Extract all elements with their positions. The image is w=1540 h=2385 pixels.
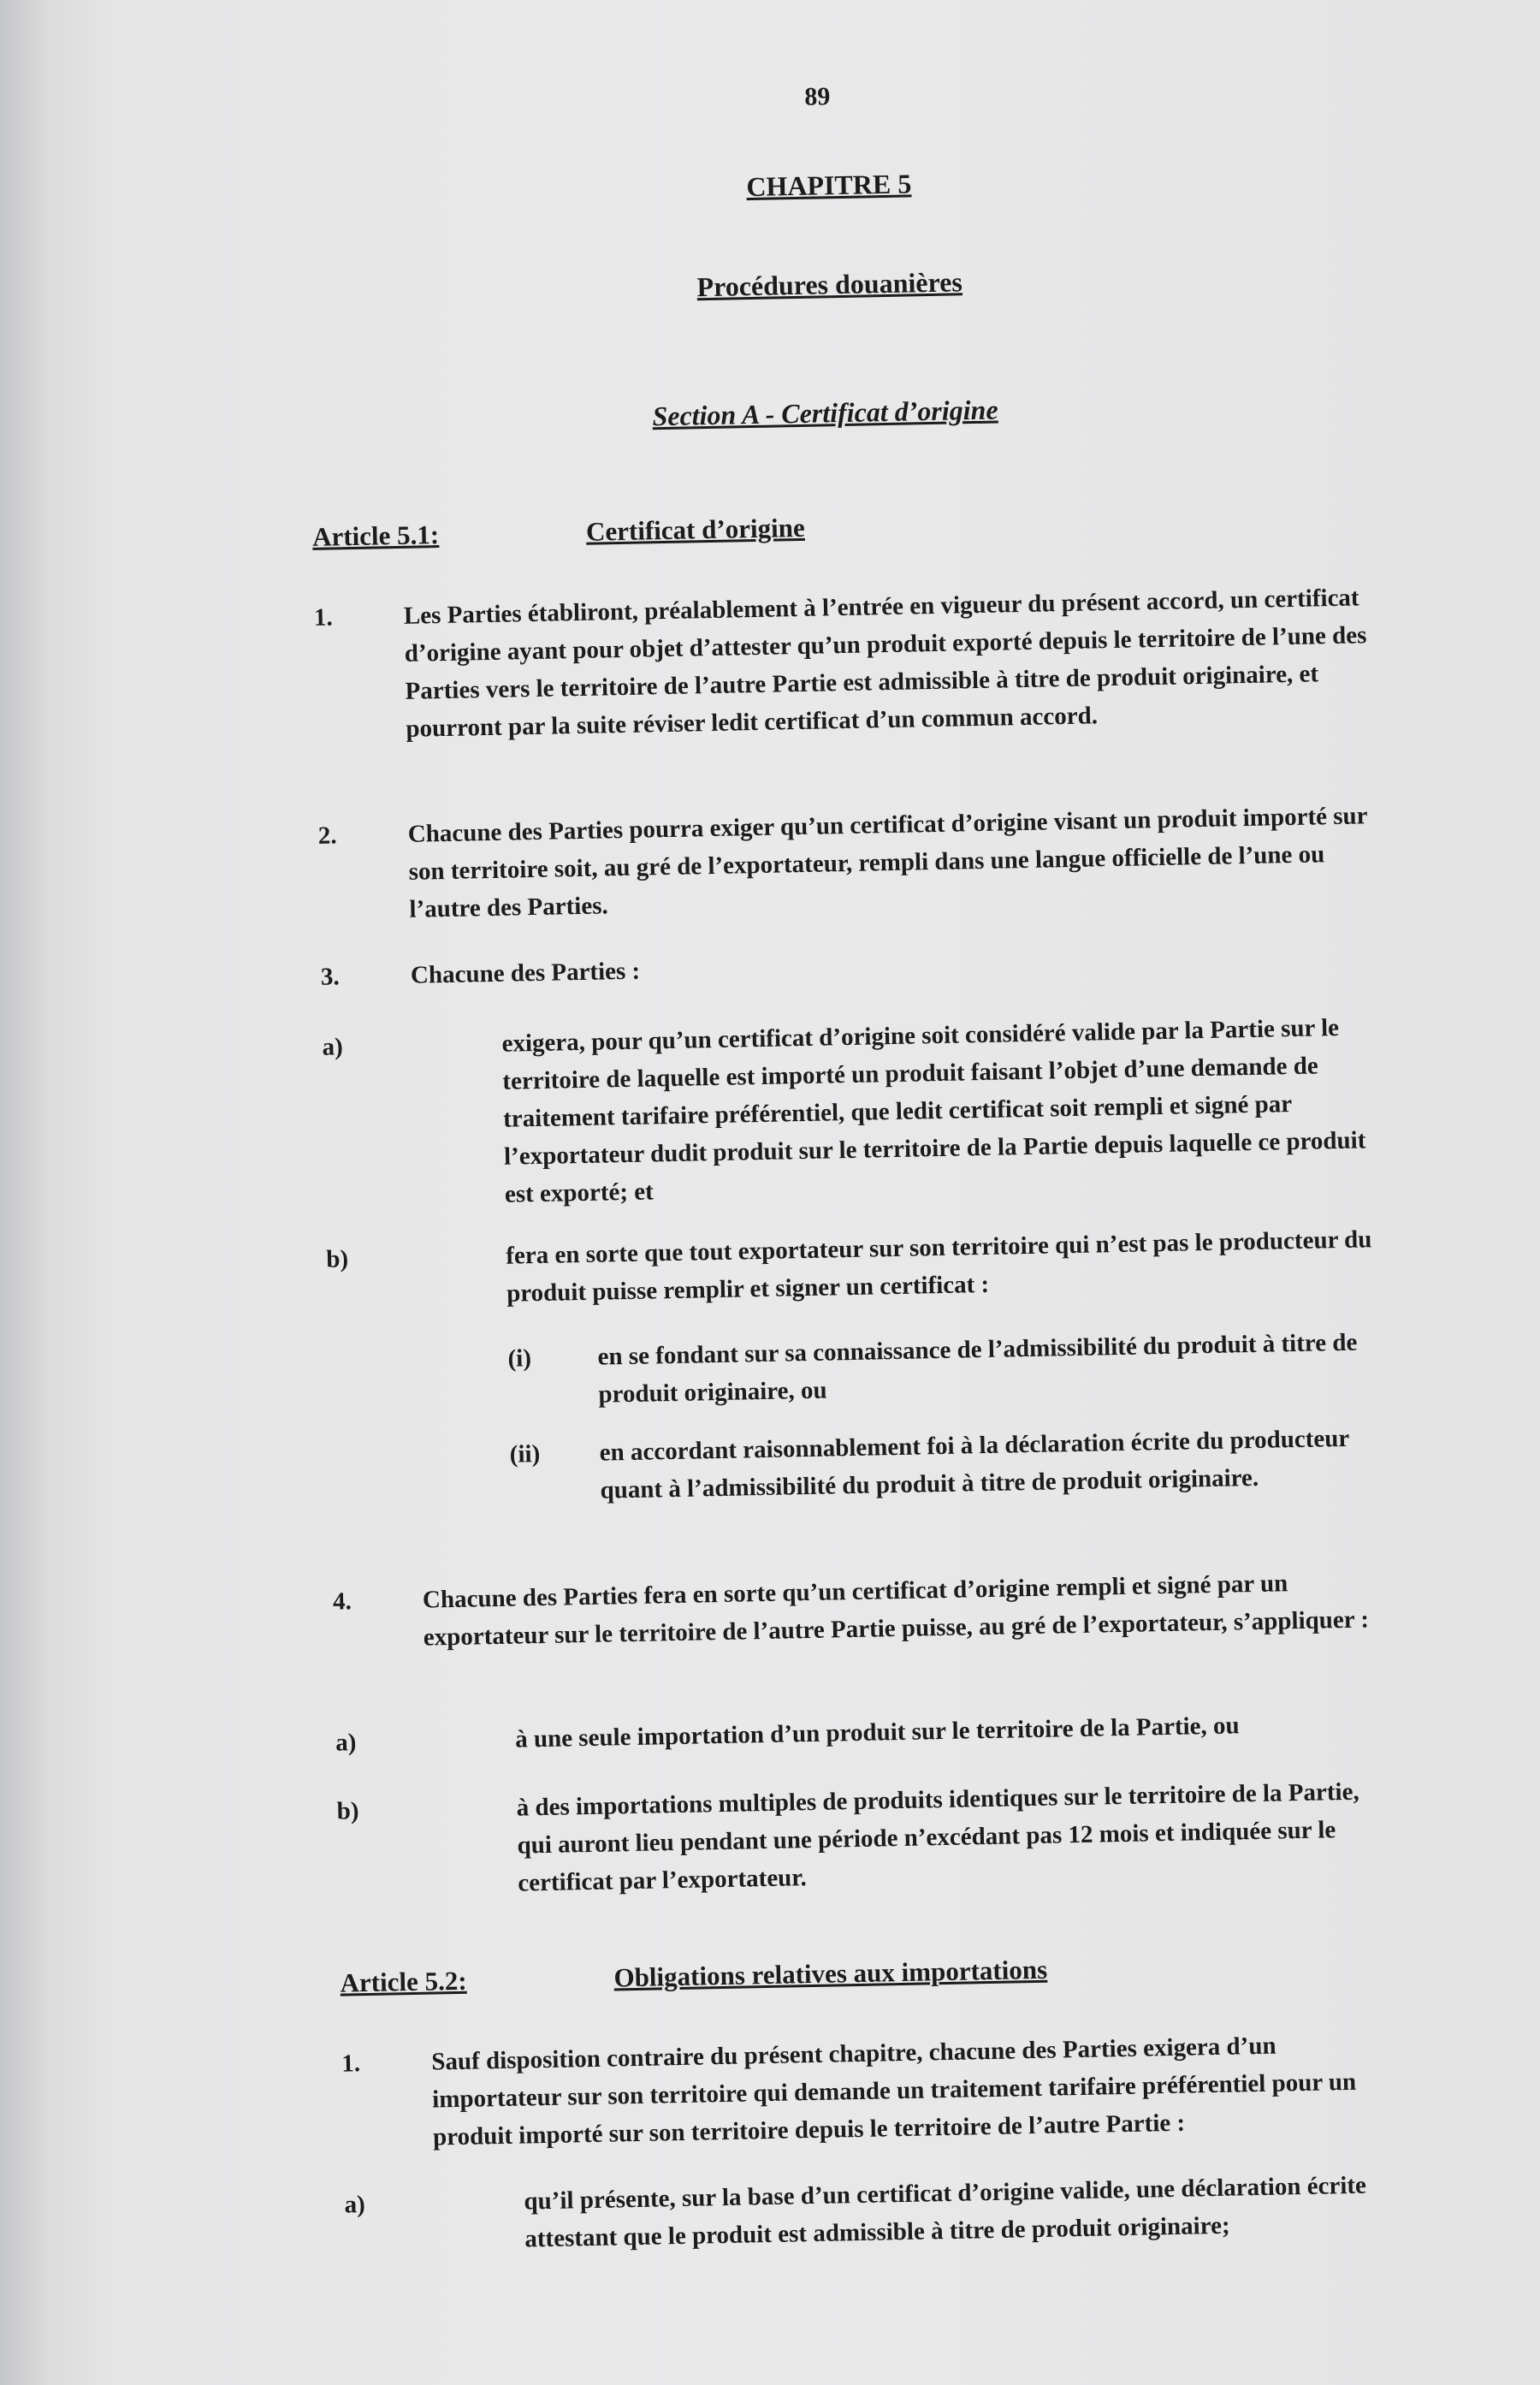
page-number: 89 [804, 82, 831, 111]
list-item [344, 2166, 1413, 2253]
paragraph [317, 797, 1387, 923]
paragraph-text: Sauf disposition contraire du présent chapitre, chacune des Parties exigera d’un importateur sur son territoire qui demande un traitement tarifaire préférentiel pour un produit importé sur son territoire depuis le territoire de l’autre Partie : [431, 2032, 1357, 2151]
paragraph-number: 1. [313, 603, 333, 632]
article-number-colon: : [457, 1965, 467, 1996]
article-number: Article 5.1: [311, 519, 440, 552]
list-item-letter: b) [326, 1245, 349, 1273]
list-item [326, 1220, 1395, 1308]
paragraph-text: Chacune des Parties : [410, 957, 641, 989]
list-item-letter: a) [335, 1729, 357, 1757]
list-item-letter: a) [322, 1033, 344, 1061]
list-item [322, 1008, 1391, 1208]
list-item [335, 1704, 1405, 1757]
paragraph-text: Chacune des Parties pourra exiger qu’un certificat d’origine visant un produit importé sur son territoire soit, au gré de l’exportateur, rempli dans une langue officielle de l’une ou l’autre des Parties. [407, 802, 1368, 923]
sub-list-item-text: en accordant raisonnablement foi à la déclaration écrite du producteur quant à l’admissibilité du produit à titre de produit originaire. [599, 1424, 1349, 1504]
paragraph [313, 578, 1383, 743]
paragraph-number: 4. [332, 1587, 352, 1616]
article-number-colon: : [429, 519, 440, 550]
paragraph-number: 3. [320, 963, 341, 991]
list-item-letter: a) [344, 2191, 366, 2219]
paragraph [320, 938, 1390, 991]
page-content [304, 65, 1373, 2253]
paragraph [341, 2025, 1411, 2151]
list-item-text: fera en sorte que tout exportateur sur son territoire qui n’est pas le producteur du produit puisse remplir et signer un certificat : [505, 1225, 1372, 1308]
paragraph-number: 1. [341, 2050, 361, 2078]
section-title: Section A - Certificat d’origine [652, 394, 998, 432]
paragraph-number: 2. [317, 822, 337, 850]
list-item-text: à une seule importation d’un produit sur le territoire de la Partie, ou [514, 1712, 1240, 1753]
chapter-subtitle: Procédures douanières [696, 266, 963, 303]
sub-list-item-text: en se fondant sur sa connaissance de l’admissibilité du produit à titre de produit originaire, ou [597, 1328, 1358, 1409]
paragraph-text: Les Parties établiront, préalablement à l’entrée en vigueur du présent accord, un certificat d’origine ayant pour objet d’attester qu’un produit exporté depuis le territoire de l’une des Parties vers le territoire de l’autre Partie est admissible à titre de produit originaire, et pourront par la suite réviser ledit certificat d’un commun accord. [403, 584, 1367, 743]
sub-list-item [509, 1419, 1399, 1504]
article-title: Obligations relatives aux importations [613, 1954, 1048, 1993]
article-title: Certificat d’origine [585, 512, 806, 547]
article-number: Article 5.2: [340, 1965, 467, 1998]
list-item [336, 1772, 1406, 1897]
sub-list-item [507, 1323, 1397, 1409]
paragraph [332, 1563, 1402, 1652]
sub-list-item-numeral: (ii) [509, 1439, 541, 1468]
chapter-title: CHAPITRE 5 [746, 168, 912, 203]
list-item-text: exigera, pour qu’un certificat d’origine soit considéré valide par la Partie sur le territoire de laquelle est importé un produit faisant l’objet d’une demande de traitement tarifaire préférentiel, que ledit certificat soit rempli et signé par l’exportateur dudit produit sur le territoire de la Partie depuis laquelle ce produit est exporté; et [501, 1013, 1366, 1208]
list-item-text: qu’il présente, sur la base d’un certificat d’origine valide, une déclaration écrite attestant que le produit est admissible à titre de produit originaire; [524, 2171, 1367, 2253]
paragraph-text: Chacune des Parties fera en sorte qu’un certificat d’origine rempli et signé par un exportateur sur le territoire de l’autre Partie puisse, au gré de l’exportateur, s’appliquer : [422, 1569, 1370, 1652]
list-item-letter: b) [336, 1797, 359, 1825]
list-item-text: à des importations multiples de produits identiques sur le territoire de la Partie, qui auront lieu pendant une période n’excédant pas 12 mois et indiquée sur le certificat par l’exportateur. [516, 1777, 1359, 1897]
sub-list-item-numeral: (i) [507, 1344, 532, 1373]
